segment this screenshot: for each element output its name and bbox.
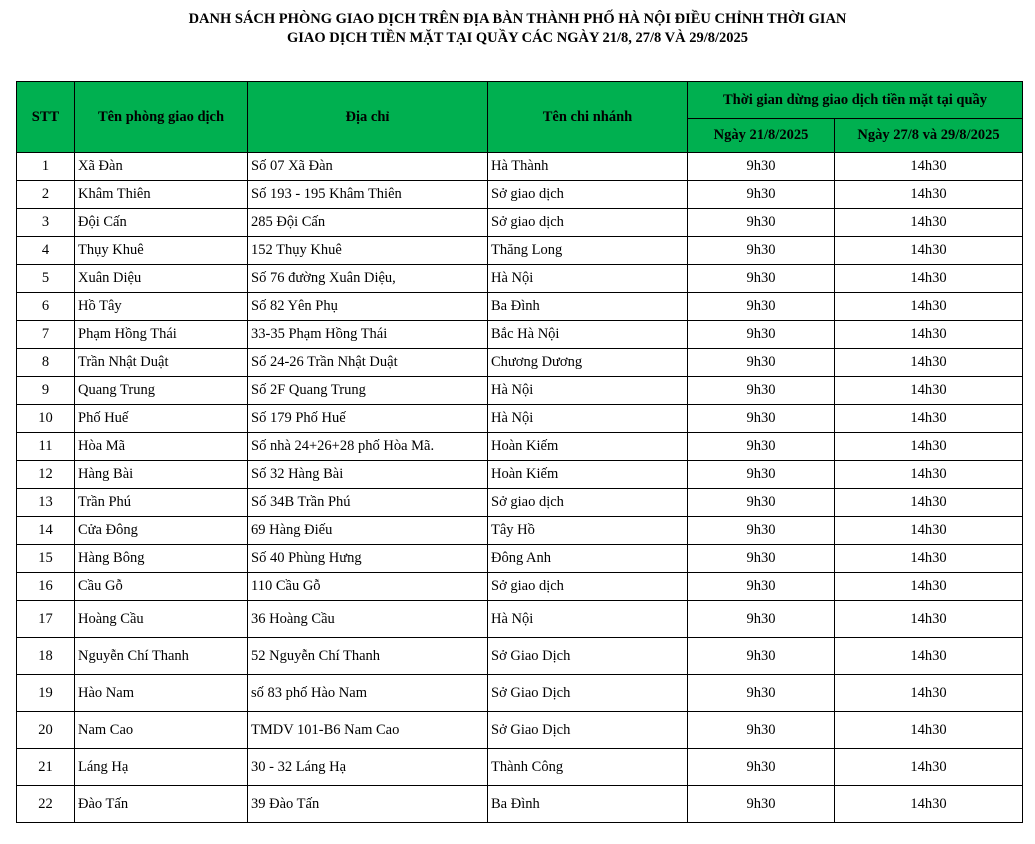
cell-time-day-21-8: 9h30 <box>688 265 835 293</box>
cell-stt: 14 <box>17 517 75 545</box>
cell-branch-name: Sở giao dịch <box>488 489 688 517</box>
header-stt: STT <box>17 82 75 153</box>
table-row <box>17 517 1023 545</box>
table-row <box>17 675 1023 712</box>
table-row <box>17 461 1023 489</box>
cell-address: 52 Nguyễn Chí Thanh <box>248 638 488 675</box>
cell-address: 152 Thụy Khuê <box>248 237 488 265</box>
cell-office-name: Hào Nam <box>75 675 248 712</box>
table-row <box>17 237 1023 265</box>
cell-office-name: Phạm Hồng Thái <box>75 321 248 349</box>
cell-address: 110 Cầu Gỗ <box>248 573 488 601</box>
header-cash-stop-time-group: Thời gian dừng giao dịch tiền mặt tại quầy <box>688 82 1023 119</box>
cell-branch-name: Bắc Hà Nội <box>488 321 688 349</box>
cell-branch-name: Hà Thành <box>488 153 688 181</box>
table-row <box>17 377 1023 405</box>
cell-time-day-27-29-8: 14h30 <box>835 601 1023 638</box>
cell-branch-name: Ba Đình <box>488 786 688 823</box>
header-branch-name: Tên chi nhánh <box>488 82 688 153</box>
cell-time-day-21-8: 9h30 <box>688 321 835 349</box>
table-row <box>17 321 1023 349</box>
cell-time-day-27-29-8: 14h30 <box>835 265 1023 293</box>
cell-office-name: Trần Nhật Duật <box>75 349 248 377</box>
cell-branch-name: Ba Đình <box>488 293 688 321</box>
cell-stt: 17 <box>17 601 75 638</box>
cell-branch-name: Thăng Long <box>488 237 688 265</box>
cell-time-day-27-29-8: 14h30 <box>835 545 1023 573</box>
cell-office-name: Phố Huế <box>75 405 248 433</box>
cell-office-name: Cửa Đông <box>75 517 248 545</box>
cell-time-day-27-29-8: 14h30 <box>835 461 1023 489</box>
cell-branch-name: Hoàn Kiếm <box>488 433 688 461</box>
cell-address: 30 - 32 Láng Hạ <box>248 749 488 786</box>
cell-stt: 9 <box>17 377 75 405</box>
cell-office-name: Hàng Bài <box>75 461 248 489</box>
cell-stt: 11 <box>17 433 75 461</box>
cell-branch-name: Đông Anh <box>488 545 688 573</box>
header-day-21-8: Ngày 21/8/2025 <box>688 119 835 153</box>
header-office-name: Tên phòng giao dịch <box>75 82 248 153</box>
table-row <box>17 209 1023 237</box>
cell-office-name: Xã Đàn <box>75 153 248 181</box>
cell-time-day-21-8: 9h30 <box>688 638 835 675</box>
cell-time-day-27-29-8: 14h30 <box>835 517 1023 545</box>
cell-office-name: Láng Hạ <box>75 749 248 786</box>
table-row <box>17 181 1023 209</box>
cell-stt: 16 <box>17 573 75 601</box>
cell-stt: 8 <box>17 349 75 377</box>
cell-time-day-27-29-8: 14h30 <box>835 405 1023 433</box>
document-title-line-2: GIAO DỊCH TIỀN MẶT TẠI QUẦY CÁC NGÀY 21/8, 27/8 VÀ 29/8/2025 <box>286 30 749 46</box>
cell-stt: 21 <box>17 749 75 786</box>
cell-address: Số 76 đường Xuân Diệu, <box>248 265 488 293</box>
cell-address: Số 24-26 Trần Nhật Duật <box>248 349 488 377</box>
cell-office-name: Đào Tấn <box>75 786 248 823</box>
cell-stt: 22 <box>17 786 75 823</box>
table-row <box>17 489 1023 517</box>
table-row <box>17 786 1023 823</box>
cell-stt: 19 <box>17 675 75 712</box>
table-row <box>17 349 1023 377</box>
cell-branch-name: Sở Giao Dịch <box>488 675 688 712</box>
table-row <box>17 545 1023 573</box>
table-row <box>17 712 1023 749</box>
cell-address: TMDV 101-B6 Nam Cao <box>248 712 488 749</box>
cell-address: Số 82 Yên Phụ <box>248 293 488 321</box>
branch-schedule-table <box>16 81 1023 823</box>
cell-office-name: Trần Phú <box>75 489 248 517</box>
cell-branch-name: Sở giao dịch <box>488 181 688 209</box>
table-body <box>17 153 1023 823</box>
cell-office-name: Xuân Diệu <box>75 265 248 293</box>
cell-branch-name: Hà Nội <box>488 377 688 405</box>
cell-branch-name: Hà Nội <box>488 601 688 638</box>
cell-time-day-21-8: 9h30 <box>688 433 835 461</box>
table-row <box>17 153 1023 181</box>
cell-address: số 83 phố Hào Nam <box>248 675 488 712</box>
cell-time-day-27-29-8: 14h30 <box>835 489 1023 517</box>
cell-address: Số 40 Phùng Hưng <box>248 545 488 573</box>
cell-office-name: Khâm Thiên <box>75 181 248 209</box>
cell-time-day-27-29-8: 14h30 <box>835 712 1023 749</box>
cell-branch-name: Sở giao dịch <box>488 209 688 237</box>
cell-branch-name: Sở Giao Dịch <box>488 712 688 749</box>
cell-address: Số 2F Quang Trung <box>248 377 488 405</box>
cell-branch-name: Sở giao dịch <box>488 573 688 601</box>
cell-time-day-21-8: 9h30 <box>688 675 835 712</box>
cell-branch-name: Hoàn Kiếm <box>488 461 688 489</box>
cell-office-name: Cầu Gỗ <box>75 573 248 601</box>
cell-time-day-27-29-8: 14h30 <box>835 181 1023 209</box>
cell-stt: 5 <box>17 265 75 293</box>
cell-time-day-27-29-8: 14h30 <box>835 237 1023 265</box>
cell-stt: 2 <box>17 181 75 209</box>
cell-time-day-27-29-8: 14h30 <box>835 377 1023 405</box>
table-row <box>17 601 1023 638</box>
cell-time-day-21-8: 9h30 <box>688 237 835 265</box>
cell-office-name: Nguyễn Chí Thanh <box>75 638 248 675</box>
cell-address: Số 34B Trần Phú <box>248 489 488 517</box>
table-row <box>17 293 1023 321</box>
cell-stt: 13 <box>17 489 75 517</box>
cell-stt: 10 <box>17 405 75 433</box>
cell-office-name: Hàng Bông <box>75 545 248 573</box>
cell-time-day-21-8: 9h30 <box>688 712 835 749</box>
cell-time-day-21-8: 9h30 <box>688 517 835 545</box>
cell-address: 33-35 Phạm Hồng Thái <box>248 321 488 349</box>
cell-stt: 18 <box>17 638 75 675</box>
cell-office-name: Hoàng Cầu <box>75 601 248 638</box>
cell-time-day-21-8: 9h30 <box>688 377 835 405</box>
document-title-line-1: DANH SÁCH PHÒNG GIAO DỊCH TRÊN ĐỊA BÀN THÀNH PHỐ HÀ NỘI ĐIỀU CHỈNH THỜI GIAN <box>188 11 847 27</box>
cell-time-day-21-8: 9h30 <box>688 349 835 377</box>
cell-stt: 15 <box>17 545 75 573</box>
cell-address: Số 07 Xã Đàn <box>248 153 488 181</box>
cell-time-day-27-29-8: 14h30 <box>835 749 1023 786</box>
cell-time-day-27-29-8: 14h30 <box>835 638 1023 675</box>
cell-address: 36 Hoàng Cầu <box>248 601 488 638</box>
cell-time-day-21-8: 9h30 <box>688 153 835 181</box>
table-row <box>17 433 1023 461</box>
cell-time-day-27-29-8: 14h30 <box>835 573 1023 601</box>
cell-address: 39 Đào Tấn <box>248 786 488 823</box>
cell-time-day-21-8: 9h30 <box>688 489 835 517</box>
cell-address: Số nhà 24+26+28 phố Hòa Mã. <box>248 433 488 461</box>
cell-stt: 1 <box>17 153 75 181</box>
cell-time-day-21-8: 9h30 <box>688 461 835 489</box>
cell-time-day-21-8: 9h30 <box>688 181 835 209</box>
table-row <box>17 265 1023 293</box>
cell-branch-name: Tây Hồ <box>488 517 688 545</box>
cell-address: 285 Đội Cấn <box>248 209 488 237</box>
cell-office-name: Hồ Tây <box>75 293 248 321</box>
header-address: Địa chỉ <box>248 82 488 153</box>
cell-branch-name: Hà Nội <box>488 265 688 293</box>
cell-time-day-27-29-8: 14h30 <box>835 675 1023 712</box>
cell-time-day-27-29-8: 14h30 <box>835 349 1023 377</box>
cell-office-name: Đội Cấn <box>75 209 248 237</box>
cell-time-day-27-29-8: 14h30 <box>835 433 1023 461</box>
cell-branch-name: Sở Giao Dịch <box>488 638 688 675</box>
cell-office-name: Nam Cao <box>75 712 248 749</box>
cell-stt: 20 <box>17 712 75 749</box>
header-day-27-29-8: Ngày 27/8 và 29/8/2025 <box>835 119 1023 153</box>
cell-time-day-27-29-8: 14h30 <box>835 209 1023 237</box>
cell-branch-name: Hà Nội <box>488 405 688 433</box>
cell-time-day-21-8: 9h30 <box>688 405 835 433</box>
table-row <box>17 573 1023 601</box>
cell-time-day-21-8: 9h30 <box>688 293 835 321</box>
cell-stt: 12 <box>17 461 75 489</box>
cell-stt: 4 <box>17 237 75 265</box>
cell-stt: 6 <box>17 293 75 321</box>
cell-time-day-21-8: 9h30 <box>688 601 835 638</box>
cell-address: Số 179 Phố Huế <box>248 405 488 433</box>
cell-time-day-27-29-8: 14h30 <box>835 153 1023 181</box>
table-row <box>17 638 1023 675</box>
cell-time-day-27-29-8: 14h30 <box>835 293 1023 321</box>
cell-time-day-21-8: 9h30 <box>688 749 835 786</box>
table-row <box>17 405 1023 433</box>
cell-branch-name: Thành Công <box>488 749 688 786</box>
cell-stt: 3 <box>17 209 75 237</box>
cell-address: Số 32 Hàng Bài <box>248 461 488 489</box>
cell-office-name: Quang Trung <box>75 377 248 405</box>
cell-address: Số 193 - 195 Khâm Thiên <box>248 181 488 209</box>
cell-office-name: Hòa Mã <box>75 433 248 461</box>
cell-branch-name: Chương Dương <box>488 349 688 377</box>
cell-time-day-21-8: 9h30 <box>688 209 835 237</box>
cell-time-day-27-29-8: 14h30 <box>835 321 1023 349</box>
cell-time-day-27-29-8: 14h30 <box>835 786 1023 823</box>
cell-office-name: Thụy Khuê <box>75 237 248 265</box>
table-row <box>17 749 1023 786</box>
cell-time-day-21-8: 9h30 <box>688 786 835 823</box>
cell-address: 69 Hàng Điếu <box>248 517 488 545</box>
cell-time-day-21-8: 9h30 <box>688 545 835 573</box>
cell-time-day-21-8: 9h30 <box>688 573 835 601</box>
cell-stt: 7 <box>17 321 75 349</box>
